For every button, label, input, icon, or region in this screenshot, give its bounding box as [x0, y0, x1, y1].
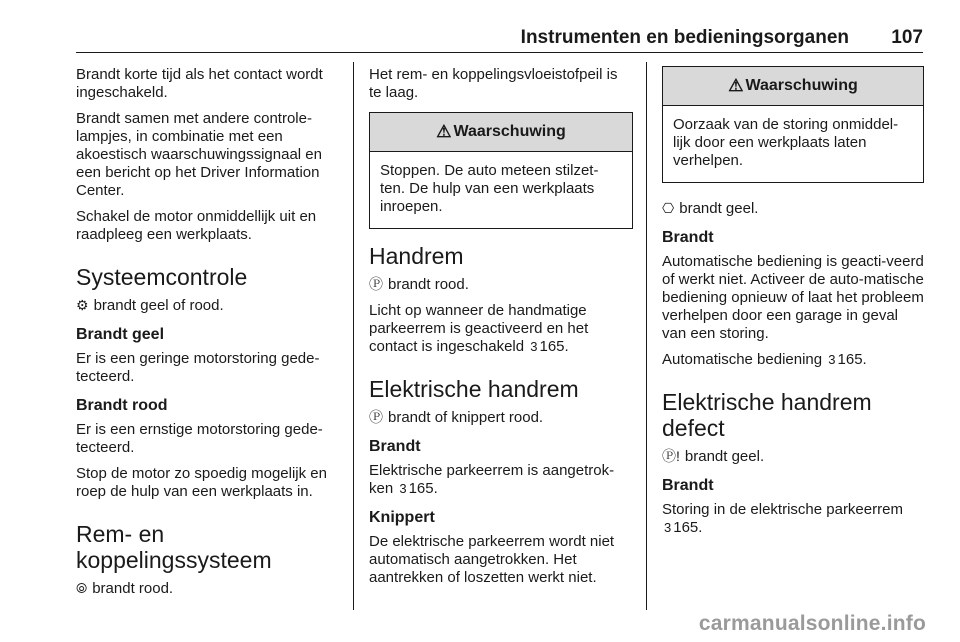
parking-brake-icon: Ⓟ: [369, 276, 383, 292]
handrem-text: Licht op wanneer de handmatige parkeerrem is geactiveerd en het contact is ingeschakeld: [369, 302, 589, 355]
warning-box: [369, 112, 633, 229]
heading-brandt: Brandt: [369, 438, 421, 455]
paragraph: De elektrische parkeerrem wordt niet automatisch aangetrokken. Het aantrekken of loszetten werkt niet.: [369, 533, 615, 586]
paragraph: [76, 579, 342, 598]
paragraph: Brandt korte tijd als het contact wordt ingeschakeld.: [76, 66, 323, 101]
column-1: [76, 66, 342, 606]
engine-check-icon: ⚙: [76, 297, 89, 313]
paragraph: Schakel de motor onmiddellijk uit en raadpleeg een werkplaats.: [76, 208, 317, 243]
warning-title: Waarschuwing: [745, 77, 858, 94]
warning-header: [663, 67, 923, 106]
paragraph: Het rem- en koppelingsvloeistofpeil is te laag.: [369, 66, 618, 101]
heading-brandt: Brandt: [662, 229, 714, 246]
heading-brandt-geel: Brandt geel: [76, 326, 165, 343]
paragraph: [662, 447, 924, 466]
paragraph: Er is een ernstige motorstoring gede-tecteerd.: [76, 421, 323, 456]
paragraph: [76, 296, 342, 315]
heading-rem-1: Rem- en: [76, 521, 165, 547]
elek-icon-text: brandt of knippert rood.: [388, 409, 544, 426]
section-title: Instrumenten en bedieningsorganen: [520, 27, 849, 48]
heading-brandt-rood: Brandt rood: [76, 397, 168, 414]
page-header: [0, 0, 960, 52]
auto-parking-icon: ⎔: [662, 200, 675, 216]
page-ref-link[interactable]: 165.: [673, 519, 703, 536]
page-ref-link[interactable]: 165.: [837, 351, 867, 368]
header-rule: [76, 52, 923, 53]
paragraph: [662, 199, 924, 218]
heading-systeemcontrole: Systeemcontrole: [76, 264, 248, 290]
brandt-text: Elektrische parkeerrem is aangetrok-ken: [369, 462, 615, 497]
paragraph: Er is een geringe motorstoring gede-tecteerd.: [76, 350, 320, 385]
warning-triangle-icon: ⚠: [436, 122, 452, 141]
paragraph: [369, 408, 633, 427]
defect-icon-text: brandt geel.: [684, 448, 765, 465]
column-3: [662, 66, 924, 545]
warning-triangle-icon: ⚠: [728, 76, 744, 95]
paragraph: [369, 302, 633, 356]
warning-header: [370, 113, 632, 152]
warning-title: Waarschuwing: [453, 123, 566, 140]
brake-system-icon: ⦾: [76, 580, 88, 596]
page-ref-link[interactable]: 165.: [408, 480, 438, 497]
paragraph: Stop de motor zo spoedig mogelijk en roep de hulp van een werkplaats in.: [76, 465, 327, 500]
paragraph: [369, 275, 633, 294]
handrem-icon-text: brandt rood.: [388, 276, 469, 293]
watermark: carmanualsonline.info: [698, 612, 926, 635]
column-2: [369, 66, 633, 595]
heading-rem-2: koppelingssysteem: [76, 547, 272, 573]
paragraph: Brandt samen met andere controle-lampjes, in combinatie met een akoestisch waarschuwingssignaal en een bericht op het Driver Information Center.: [76, 110, 322, 199]
column-divider: [646, 62, 647, 610]
paragraph: [662, 351, 924, 369]
paragraph: [662, 501, 924, 537]
page-ref-icon: 3: [399, 481, 407, 496]
auto-text: Automatische bediening: [662, 351, 823, 368]
heading-elektrische-handrem-defect: Elektrische handrem defect: [662, 389, 872, 441]
page-ref-icon: 3: [664, 520, 672, 535]
page-ref-icon: 3: [530, 339, 538, 354]
parking-brake-icon: Ⓟ: [369, 409, 383, 425]
page-ref-link[interactable]: 165.: [539, 338, 569, 355]
warning-box: [662, 66, 924, 183]
heading-handrem: Handrem: [369, 243, 464, 269]
paragraph: Automatische bediening is geacti-veerd of werkt niet. Activeer de auto-matische bediening opnieuw of laat het probleem verhelpen door een garage in geval van een storing.: [662, 253, 924, 342]
auto-icon-text: brandt geel.: [679, 200, 759, 217]
heading-knippert: Knippert: [369, 509, 435, 526]
systeem-text: brandt geel of rood.: [93, 297, 224, 314]
paragraph: [369, 462, 633, 498]
heading-elektrische-handrem: Elektrische handrem: [369, 376, 579, 402]
parking-brake-fault-icon: Ⓟ!: [662, 448, 680, 464]
warning-text: Oorzaak van de storing onmiddel-lijk door een werkplaats laten verhelpen.: [673, 116, 899, 169]
heading-brandt: Brandt: [662, 477, 714, 494]
rem-text: brandt rood.: [92, 580, 174, 597]
column-divider: [353, 62, 354, 610]
defect-text: Storing in de elektrische parkeerrem: [662, 501, 903, 518]
page-number: 107: [891, 27, 923, 48]
page-ref-icon: 3: [828, 352, 836, 367]
warning-text: Stoppen. De auto meteen stilzet-ten. De hulp van een werkplaats inroepen.: [380, 162, 599, 215]
